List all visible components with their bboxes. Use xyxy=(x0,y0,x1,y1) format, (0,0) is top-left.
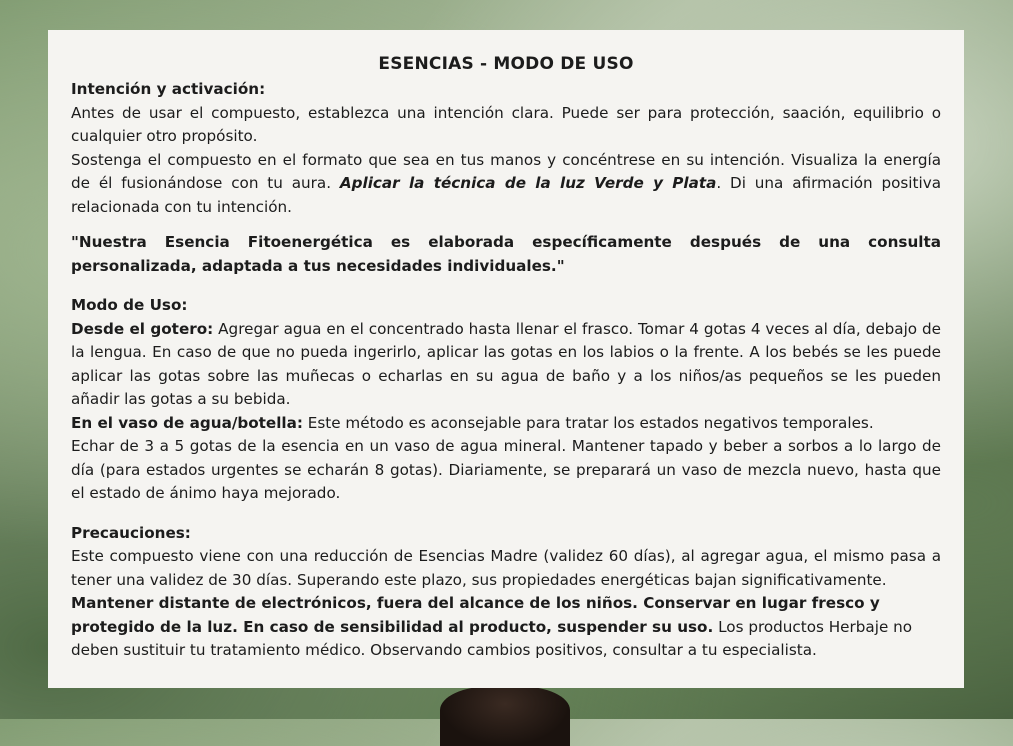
glass-paragraph xyxy=(71,412,941,436)
intention-paragraph-2 xyxy=(71,149,941,220)
usage-heading: Modo de Uso: xyxy=(71,296,188,314)
precautions-paragraph-1: Este compuesto viene con una reducción de Esencias Madre (validez 60 días), al agregar agua, el mismo pasa a tener una validez de 30 días. Superando este plazo, sus propiedades energéticas bajan significativamente. xyxy=(71,547,941,589)
dropper-text: Agregar agua en el concentrado hasta llenar el frasco. Tomar 4 gotas 4 veces al día, debajo de la lengua. En caso de que no pueda ingerirlo, aplicar las gotas en los labios o la frente. A los bebés se les puede aplicar las gotas sobre las muñecas o echarlas en su agua de baño y a los niños/as pequeños se les pueden añadir las gotas a su bebida. xyxy=(71,319,941,408)
intention-paragraph-1: Antes de usar el compuesto, establezca una intención clara. Puede ser para protección, saación, equilibrio o cualquier otro propósito. xyxy=(71,103,941,145)
precautions-paragraph-2 xyxy=(71,592,941,663)
intention-heading: Intención y activación: xyxy=(71,80,266,98)
intention-technique: Aplicar la técnica de la luz Verde y Plata xyxy=(339,174,717,192)
intention-text-a: Sostenga el compuesto en el formato que sea en tus manos y concéntrese en su intención. Visualiza la energía de él fusionándose con tu aura. xyxy=(71,150,941,192)
glass-label: En el vaso de agua/botella: xyxy=(71,413,303,432)
consultation-quote: "Nuestra Esencia Fitoenergética es elaborada específicamente después de una consulta personalizada, adaptada a tus necesidades individuales." xyxy=(71,233,941,275)
intention-text-b: . Di una afirmación positiva relacionada con tu intención. xyxy=(71,174,941,216)
precautions-warning: Mantener distante de electrónicos, fuera del alcance de los niños. Conservar en lugar fresco y protegido de la luz. En caso de sensibilidad al producto, suspender su uso. xyxy=(71,594,880,636)
precautions-text: Los productos Herbaje no deben sustituir tu tratamiento médico. Observando cambios positivos, consultar a tu especialista. xyxy=(71,617,913,659)
background-bottle xyxy=(440,686,570,746)
page-title: ESENCIAS - MODO DE USO xyxy=(378,54,634,74)
dropper-paragraph xyxy=(71,318,941,412)
precautions-heading: Precauciones: xyxy=(71,523,191,542)
dropper-label: Desde el gotero: xyxy=(71,319,214,338)
instructions-card xyxy=(48,30,964,688)
glass-text: Este método es aconsejable para tratar los estados negativos temporales. xyxy=(307,413,874,432)
glass-paragraph-2: Echar de 3 a 5 gotas de la esencia en un vaso de agua mineral. Mantener tapado y beber a sorbos a lo largo de día (para estados urgentes se echarán 8 gotas). Diariamente, se preparará un vaso de mezcla nuevo, hasta que el estado de ánimo haya mejorado. xyxy=(71,437,941,502)
